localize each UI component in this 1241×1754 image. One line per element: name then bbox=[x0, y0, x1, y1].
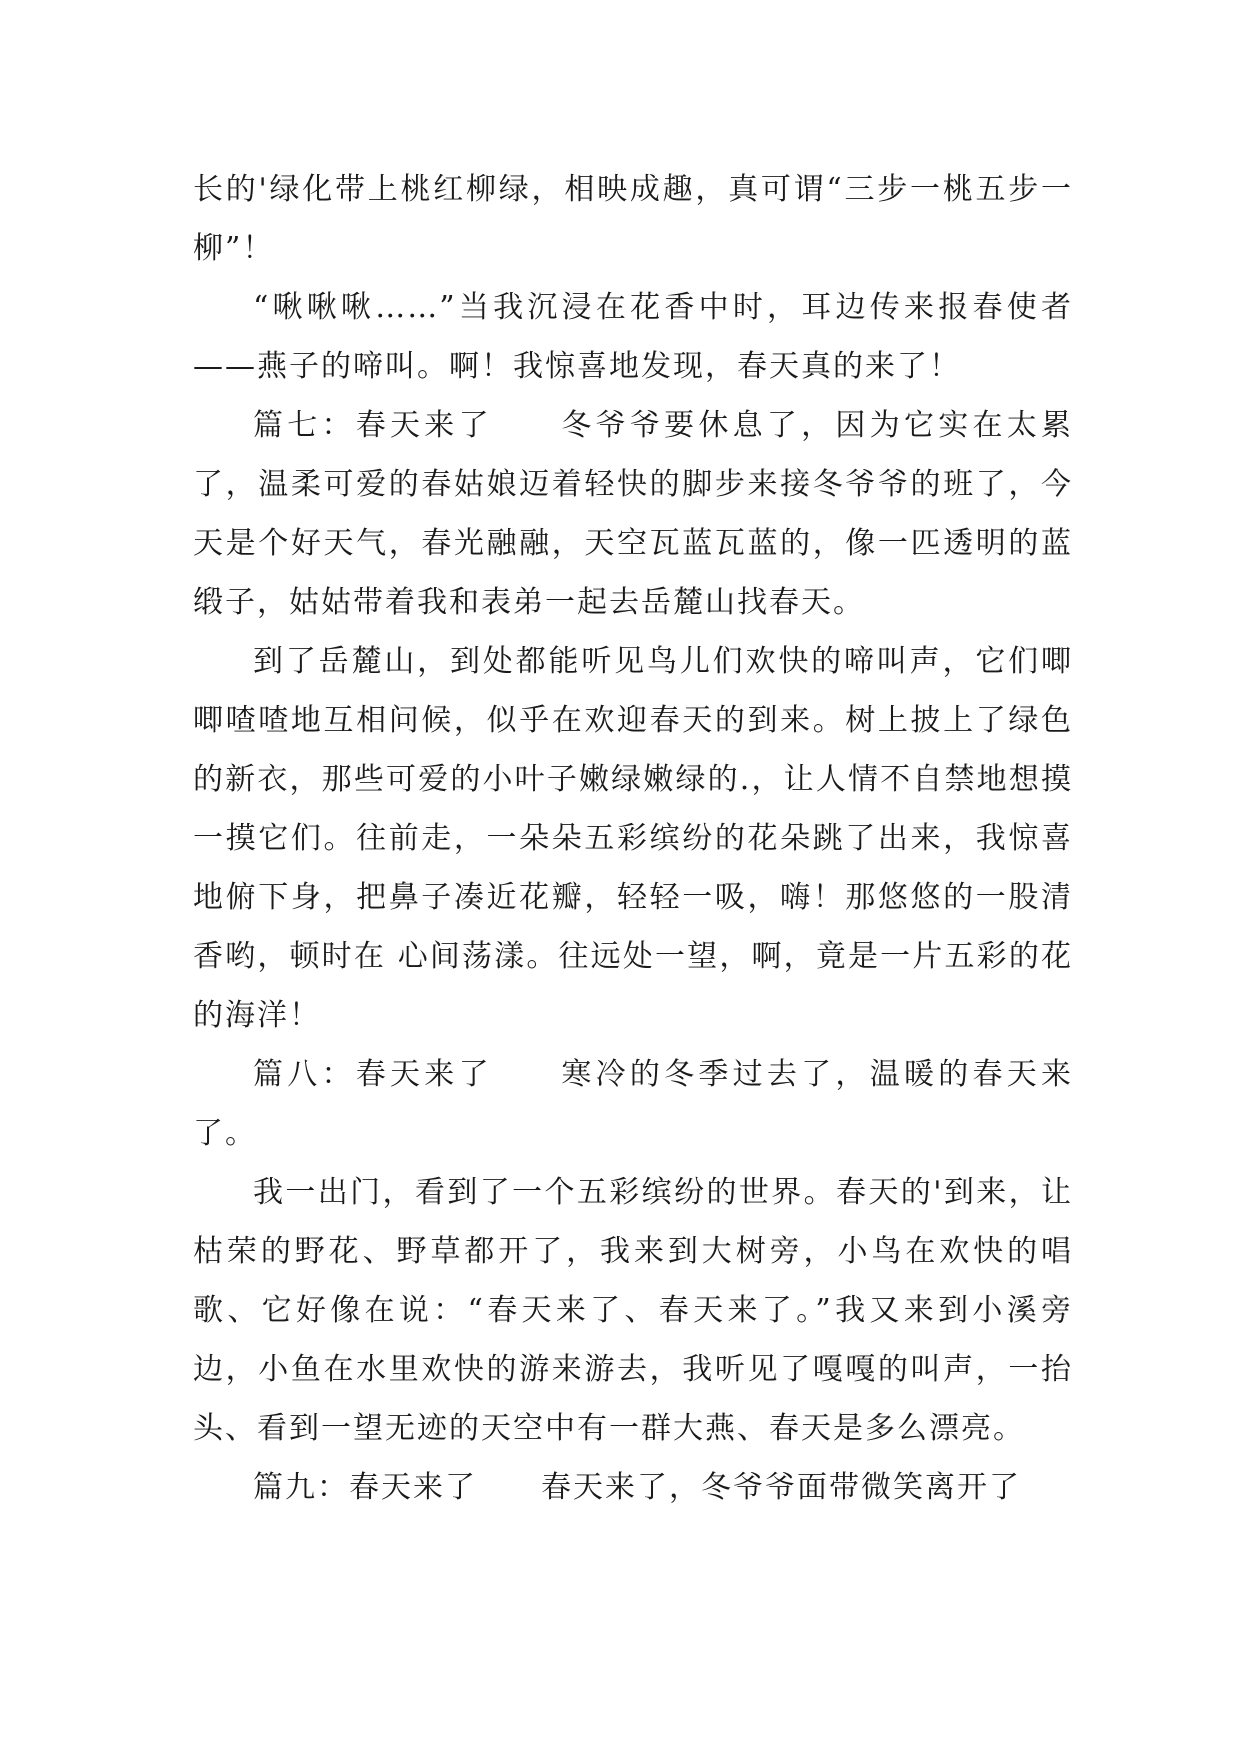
section-heading-paragraph-8: 篇八：春天来了 寒冷的冬季过去了，温暖的春天来了。 bbox=[193, 1057, 1073, 1151]
paragraph: “啾啾啾……”当我沉浸在花香中时，耳边传来报春使者——燕子的啼叫。啊！我惊喜地发现，春天真的来了！ bbox=[193, 290, 1073, 384]
paragraph: 我一出门，看到了一个五彩缤纷的世界。春天的'到来，让枯荣的野花、野草都开了，我来到大树旁，小鸟在欢快的唱歌、它好像在说：“春天来了、春天来了。”我又来到小溪旁边，小鱼在水里欢快的游来游去，我听见了嘎嘎的叫声，一抬头、看到一望无迹的天空中有一群大燕、春天是多么漂亮。 bbox=[193, 1175, 1073, 1446]
paragraph: 到了岳麓山，到处都能听见鸟儿们欢快的啼叫声，它们唧唧喳喳地互相问候，似乎在欢迎春天的到来。树上披上了绿色的新衣，那些可爱的小叶子嫩绿嫩绿的.，让人情不自禁地想摸一摸它们。往前走，一朵朵五彩缤纷的花朵跳了出来，我惊喜地俯下身，把鼻子凑近花瓣，轻轻一吸，嗨！那悠悠的一股清香哟，顿时在 心间荡漾。往远处一望，啊，竟是一片五彩的花的海洋！ bbox=[193, 644, 1073, 1033]
section-heading-paragraph-9: 篇九：春天来了 春天来了，冬爷爷面带微笑离开了 bbox=[253, 1470, 1021, 1505]
section-heading-paragraph-7: 篇七：春天来了 冬爷爷要休息了，因为它实在太累了，温柔可爱的春姑娘迈着轻快的脚步来接冬爷爷的班了，今天是个好天气，春光融融，天空瓦蓝瓦蓝的，像一匹透明的蓝缎子，姑姑带着我和表弟一起去岳麓山找春天。 bbox=[193, 408, 1073, 620]
paragraph: 长的'绿化带上桃红柳绿，相映成趣，真可谓“三步一桃五步一柳”！ bbox=[193, 172, 1073, 266]
document-body bbox=[193, 160, 1073, 1517]
